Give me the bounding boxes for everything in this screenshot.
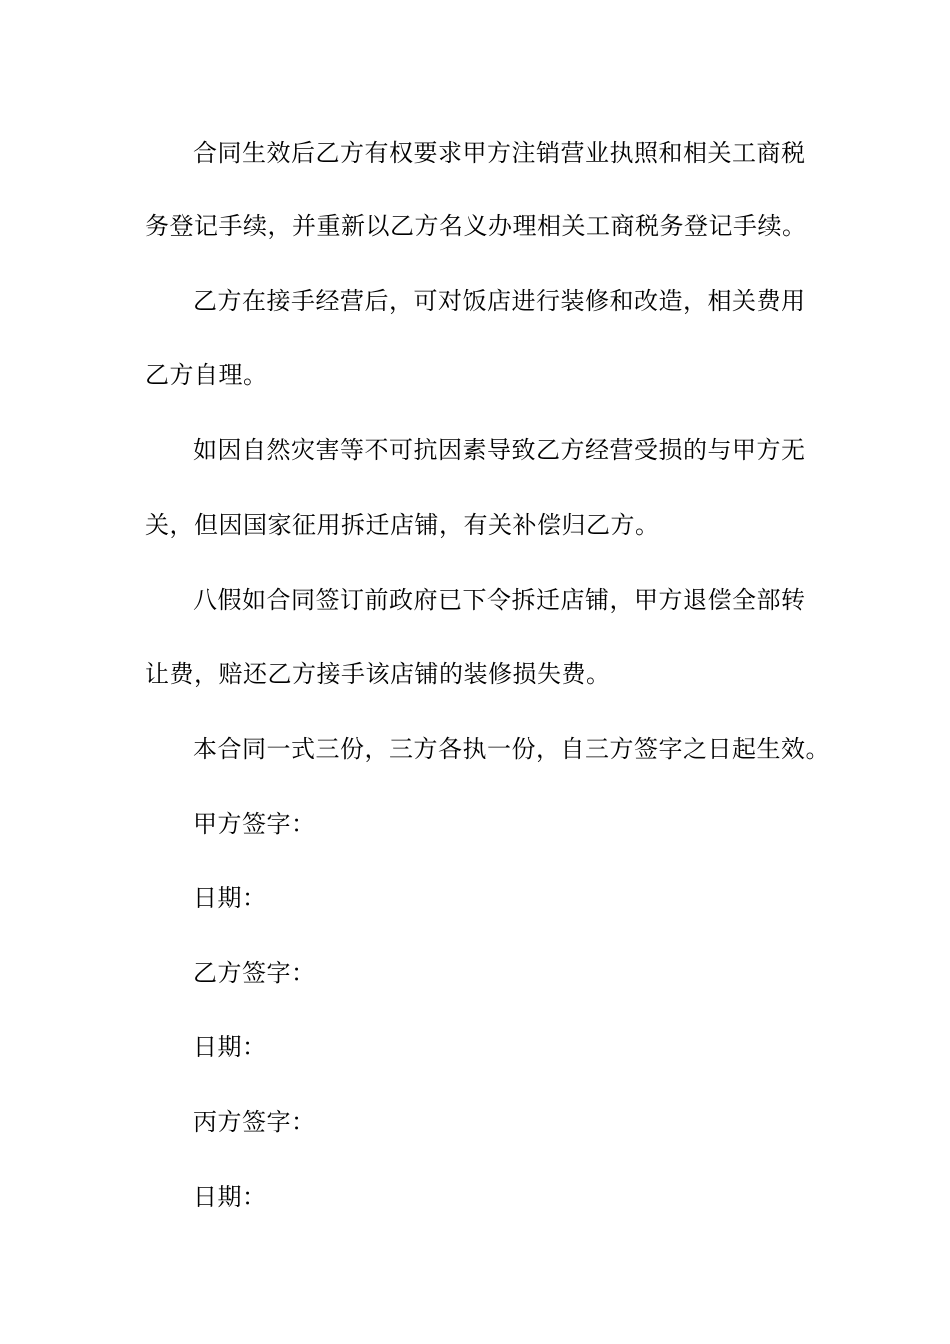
paragraph-2-line-1: 乙方在接手经营后，可对饭店进行装修和改造，相关费用 [193, 287, 806, 315]
paragraph-1-line-2: 务登记手续，并重新以乙方名义办理相关工商税务登记手续。 [145, 212, 807, 240]
party-c-date-label: 日期： [193, 1183, 267, 1211]
paragraph-3-line-1: 如因自然灾害等不可抗因素导致乙方经营受损的与甲方无 [193, 436, 806, 464]
paragraph-2-line-2: 乙方自理。 [145, 361, 268, 389]
party-c-signature-label: 丙方签字： [193, 1108, 316, 1136]
party-a-date-label: 日期： [193, 884, 267, 912]
party-a-signature-label: 甲方签字： [193, 810, 316, 838]
paragraph-3-line-2: 关，但因国家征用拆迁店铺，有关补偿归乙方。 [145, 511, 660, 539]
party-b-date-label: 日期： [193, 1033, 267, 1061]
paragraph-5-line-1: 本合同一式三份，三方各执一份，自三方签字之日起生效。 [193, 735, 830, 763]
paragraph-4-line-2: 让费，赔还乙方接手该店铺的装修损失费。 [145, 660, 611, 688]
paragraph-1-line-1: 合同生效后乙方有权要求甲方注销营业执照和相关工商税 [193, 139, 806, 167]
paragraph-4-line-1: 八假如合同签订前政府已下令拆迁店铺，甲方退偿全部转 [193, 586, 806, 614]
party-b-signature-label: 乙方签字： [193, 959, 316, 987]
